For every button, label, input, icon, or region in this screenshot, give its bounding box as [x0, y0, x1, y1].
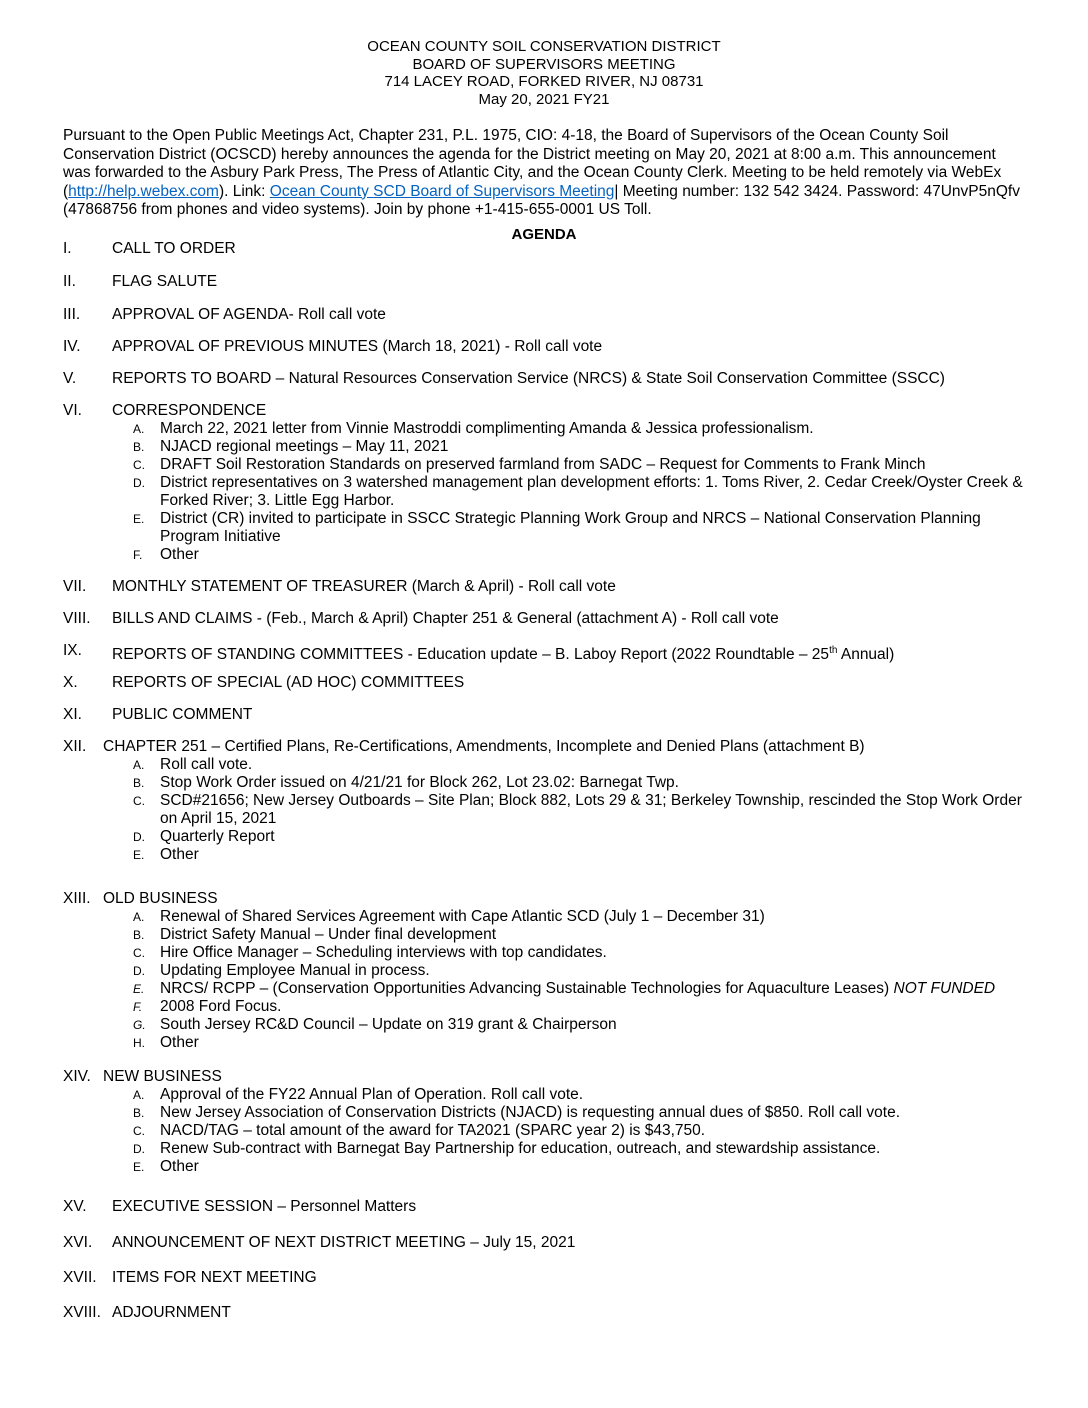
item-number: XVIII. — [63, 1304, 101, 1321]
sub-text: Approval of the FY22 Annual Plan of Operation. Roll call vote. — [160, 1086, 584, 1103]
sub-item — [133, 998, 1043, 1016]
agenda-item — [63, 273, 1043, 291]
sub-text: Quarterly Report — [160, 828, 275, 845]
sub-text: Other — [160, 1158, 199, 1175]
sub-item — [133, 1104, 1043, 1122]
item-title: OLD BUSINESS — [103, 890, 218, 907]
item-title: MONTHLY STATEMENT OF TREASURER (March & April) - Roll call vote — [112, 578, 616, 595]
sub-list — [133, 420, 1043, 564]
agenda-item — [63, 578, 1043, 596]
item-title: BILLS AND CLAIMS - (Feb., March & April) Chapter 251 & General (attachment A) - Roll call vote — [112, 610, 779, 627]
item-title: APPROVAL OF AGENDA- Roll call vote — [112, 306, 386, 323]
sub-text: Other — [160, 846, 199, 863]
sub-letter: D. — [133, 964, 145, 978]
sub-text: 2008 Ford Focus. — [160, 998, 282, 1015]
agenda-item — [63, 1198, 1043, 1216]
sub-letter: E. — [133, 1160, 145, 1174]
item-title: APPROVAL OF PREVIOUS MINUTES (March 18, 2021) - Roll call vote — [112, 338, 603, 355]
sub-letter: D. — [133, 830, 145, 844]
sub-item — [133, 774, 1043, 792]
webex-help-link[interactable]: http://help.webex.com — [68, 182, 219, 200]
sub-letter: B. — [133, 928, 145, 942]
item-number: XV. — [63, 1198, 87, 1215]
item-number: XVI. — [63, 1234, 93, 1251]
item-number: VI. — [63, 402, 82, 419]
item-title — [112, 642, 1043, 664]
sub-text: District (CR) invited to participate in SSCC Strategic Planning Work Group and NRCS – National Conservation Planning Program Initiative — [160, 510, 981, 545]
sub-letter: G. — [133, 1018, 146, 1032]
sub-letter: C. — [133, 458, 145, 472]
sub-letter: A. — [133, 910, 145, 924]
item-number: XVII. — [63, 1269, 97, 1286]
sub-letter: E. — [133, 982, 145, 996]
meeting-link[interactable]: Ocean County SCD Board of Supervisors Meeting — [269, 182, 615, 200]
sub-letter: B. — [133, 1106, 145, 1120]
agenda-item — [63, 338, 1043, 356]
sub-text: Renewal of Shared Services Agreement with Cape Atlantic SCD (July 1 – December 31) — [160, 908, 765, 925]
sub-text: March 22, 2021 letter from Vinnie Mastroddi complimenting Amanda & Jessica professionalism. — [160, 420, 814, 437]
sub-item — [133, 474, 1043, 510]
agenda-item — [63, 1234, 1043, 1252]
header-address: 714 LACEY ROAD, FORKED RIVER, NJ 08731 — [384, 73, 704, 90]
sub-text: District representatives on 3 watershed management plan development efforts: 1. Toms River, 2. Cedar Creek/Oyster Creek & Forked River; 3. Little Egg Harbor. — [160, 474, 1023, 509]
sub-letter: A. — [133, 1088, 145, 1102]
item-title: CHAPTER 251 – Certified Plans, Re-Certifications, Amendments, Incomplete and Denied Plans (attachment B) — [103, 738, 865, 755]
sub-item — [133, 846, 1043, 864]
sub-item — [133, 828, 1043, 846]
sub-item — [133, 980, 1043, 998]
item-number: I. — [63, 240, 72, 257]
item-title: FLAG SALUTE — [112, 273, 218, 290]
sub-item — [133, 438, 1043, 456]
item-title: REPORTS TO BOARD – Natural Resources Conservation Service (NRCS) & State Soil Conservation Committee (SSCC) — [112, 370, 945, 387]
agenda-item — [63, 370, 1043, 388]
item-title-text: Annual) — [837, 646, 895, 664]
item-title: CORRESPONDENCE — [112, 402, 267, 419]
agenda-item-correspondence — [63, 402, 1043, 564]
sub-item — [133, 420, 1043, 438]
item-title: ITEMS FOR NEXT MEETING — [112, 1269, 317, 1286]
agenda-item-new-business — [63, 1068, 1043, 1176]
item-number: XI. — [63, 706, 82, 723]
agenda-item — [63, 306, 1043, 324]
sub-text: SCD#21656; New Jersey Outboards – Site Plan; Block 882, Lots 29 & 31; Berkeley Township, rescinded the Stop Work Order on April 15, 2021 — [160, 792, 1022, 827]
sub-letter: D. — [133, 1142, 145, 1156]
item-number: XIV. — [63, 1068, 91, 1085]
sub-item — [133, 456, 1043, 474]
intro-text-2: ). Link: — [218, 182, 270, 200]
item-title: ANNOUNCEMENT OF NEXT DISTRICT MEETING – July 15, 2021 — [112, 1234, 576, 1251]
agenda-item — [63, 674, 1043, 692]
sub-text: Other — [160, 546, 199, 563]
header-date: May 20, 2021 FY21 — [478, 90, 610, 108]
sub-item — [133, 1158, 1043, 1176]
sub-item — [133, 908, 1043, 926]
sub-item — [133, 792, 1043, 828]
sub-text: NACD/TAG – total amount of the award for TA2021 (SPARC year 2) is $43,750. — [160, 1122, 706, 1139]
sub-letter: F. — [133, 548, 143, 562]
header-org: OCEAN COUNTY SOIL CONSERVATION DISTRICT — [367, 38, 721, 55]
sub-item — [133, 1086, 1043, 1104]
item-number: XIII. — [63, 890, 91, 907]
ordinal-suffix: th — [829, 645, 838, 656]
agenda-item-chapter-251 — [63, 738, 1043, 864]
sub-letter: H. — [133, 1036, 145, 1050]
sub-letter: C. — [133, 794, 145, 808]
item-title-text: REPORTS OF STANDING COMMITTEES - Education update – B. Laboy Report (2022 Roundtable – 25 — [112, 646, 830, 664]
sub-letter: B. — [133, 440, 145, 454]
sub-text-main: NRCS/ RCPP – (Conservation Opportunities Advancing Sustainable Technologies for Aquaculture Leases) — [160, 980, 894, 997]
intro-text-3: | Meeting number: 132 542 3424. Password: 47UnvP5nQfv (47868756 from phones and video systems). Join by phone +1-415-655-0001 US Toll. — [63, 182, 1020, 218]
sub-letter: D. — [133, 476, 145, 490]
item-number: XII. — [63, 738, 87, 755]
agenda-item-old-business — [63, 890, 1043, 1052]
item-title: REPORTS OF SPECIAL (AD HOC) COMMITTEES — [112, 674, 465, 691]
sub-text: Renew Sub-contract with Barnegat Bay Partnership for education, outreach, and stewardship assistance. — [160, 1140, 881, 1157]
sub-item — [133, 926, 1043, 944]
sub-item — [133, 1034, 1043, 1052]
not-funded-note: NOT FUNDED — [893, 980, 996, 997]
sub-text: Updating Employee Manual in process. — [160, 962, 430, 979]
agenda-item — [63, 1304, 1043, 1322]
item-number: II. — [63, 273, 76, 290]
sub-item — [133, 1122, 1043, 1140]
sub-item — [133, 1016, 1043, 1034]
item-number: VII. — [63, 578, 87, 595]
sub-text: Hire Office Manager – Scheduling interviews with top candidates. — [160, 944, 607, 961]
intro-text-1: Pursuant to the Open Public Meetings Act, Chapter 231, P.L. 1975, CIO: 4-18, the Board of Supervisors of the Ocean County Soil Conservation District (OCSCD) hereby announces the agenda for the District meeting on May 20, 2021 at 8:00 a.m. This announcement was forwarded to the Asbury Park Press, The Press of Atlantic City, and the Ocean County Clerk. Meeting to be held remotely via WebEx ( — [63, 127, 1002, 200]
sub-text: New Jersey Association of Conservation Districts (NJACD) is requesting annual dues of $850. Roll call vote. — [160, 1104, 901, 1121]
sub-letter: C. — [133, 1124, 145, 1138]
sub-text: South Jersey RC&D Council – Update on 319 grant & Chairperson — [160, 1016, 617, 1033]
sub-item — [133, 756, 1043, 774]
sub-item — [133, 1140, 1043, 1158]
sub-letter: F. — [133, 1000, 143, 1014]
sub-text: DRAFT Soil Restoration Standards on preserved farmland from SADC – Request for Comments to Frank Minch — [160, 456, 926, 473]
agenda-item — [63, 610, 1043, 628]
sub-item — [133, 546, 1043, 564]
item-title: EXECUTIVE SESSION – Personnel Matters — [112, 1198, 417, 1215]
sub-letter: A. — [133, 422, 145, 436]
sub-letter: E. — [133, 848, 145, 862]
sub-letter: A. — [133, 758, 145, 772]
agenda-item — [63, 642, 1043, 664]
agenda-item — [63, 1269, 1043, 1287]
header-meeting: BOARD OF SUPERVISORS MEETING — [412, 55, 676, 73]
item-number: V. — [63, 370, 77, 387]
sub-letter: B. — [133, 776, 145, 790]
sub-text — [160, 980, 1043, 998]
sub-text: District Safety Manual – Under final development — [160, 926, 496, 943]
intro-paragraph — [63, 127, 1023, 220]
agenda-item — [63, 240, 1043, 258]
item-title: ADJOURNMENT — [112, 1304, 231, 1321]
sub-list — [133, 1086, 1043, 1176]
item-number: IX. — [63, 642, 82, 659]
item-number: VIII. — [63, 610, 91, 627]
sub-list — [133, 908, 1043, 1052]
sub-item — [133, 962, 1043, 980]
sub-text: Stop Work Order issued on 4/21/21 for Block 262, Lot 23.02: Barnegat Twp. — [160, 774, 679, 791]
sub-text: Other — [160, 1034, 199, 1051]
item-number: X. — [63, 674, 78, 691]
item-number: IV. — [63, 338, 81, 355]
item-number: III. — [63, 306, 81, 323]
sub-item — [133, 510, 1043, 546]
sub-item — [133, 944, 1043, 962]
sub-letter: C. — [133, 946, 145, 960]
item-title: CALL TO ORDER — [112, 240, 236, 257]
agenda-item — [63, 706, 1043, 724]
sub-text: NJACD regional meetings – May 11, 2021 — [160, 438, 449, 455]
document-header — [0, 38, 1088, 108]
item-title: PUBLIC COMMENT — [112, 706, 253, 723]
sub-list — [133, 756, 1043, 864]
sub-text: Roll call vote. — [160, 756, 253, 773]
sub-letter: E. — [133, 512, 145, 526]
agenda-title: AGENDA — [511, 226, 577, 243]
item-title: NEW BUSINESS — [103, 1068, 222, 1085]
